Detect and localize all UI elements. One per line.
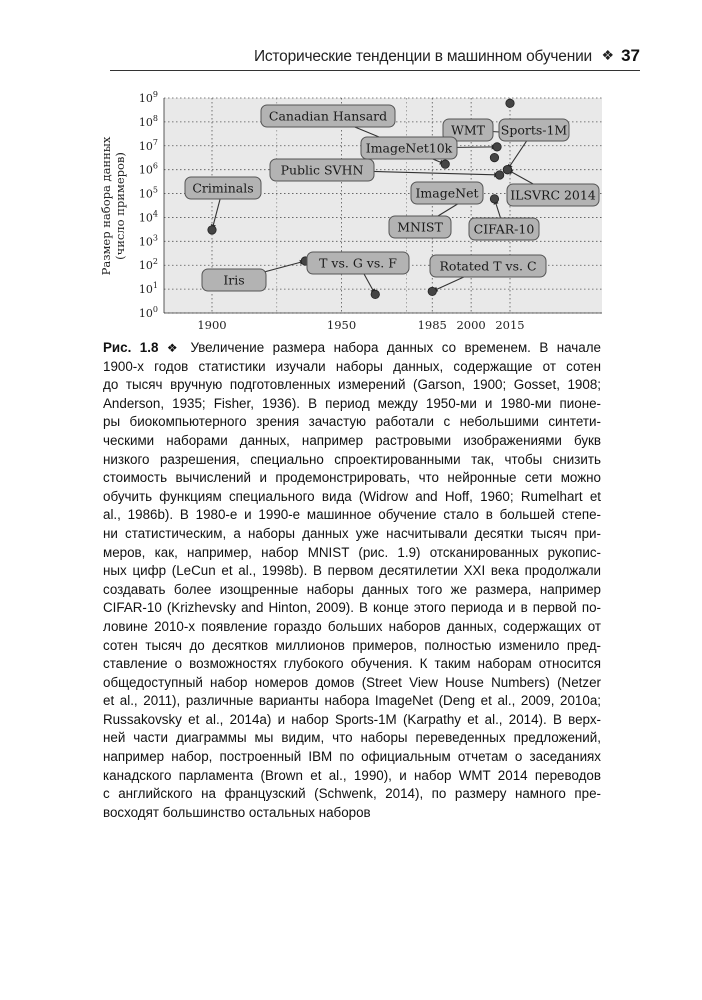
running-head	[110, 46, 640, 71]
caption-text: Увеличение размера набора данных со временем. В начале	[190, 340, 601, 355]
data-point	[503, 165, 511, 173]
page-number: 37	[621, 46, 640, 65]
caption-line: ловине 2010-х появление гораздо больших наборов данных, содержащих от	[103, 618, 601, 634]
data-point	[495, 171, 503, 179]
y-tick-exponent: 2	[152, 257, 158, 267]
caption-line: al., 1986b). В 1980-е и 1990-е машинное обучение стало в большей степе-	[103, 507, 601, 523]
caption-label: Рис. 1.8	[103, 340, 167, 355]
caption-line: ни статистическим, а наборы данных уже насчитывали десятки тысяч при-	[103, 525, 601, 541]
y-tick-label: $10^6$	[138, 161, 158, 177]
chart-svg	[92, 86, 612, 334]
annotation-label: ILSVRC 2014	[510, 187, 596, 203]
y-tick-exponent: 8	[152, 113, 158, 123]
caption-line: et al., 2011), различные варианты набора ImageNet (Deng et al., 2009, 2010a;	[103, 693, 601, 709]
annotation-label: ImageNet10k	[365, 140, 453, 156]
annotation-label: ImageNet	[415, 185, 479, 201]
y-axis-label-line2: (число примеров)	[113, 152, 127, 260]
annotation-label: CIFAR-10	[473, 221, 535, 237]
data-point	[490, 153, 498, 161]
x-tick-label: 2015	[495, 318, 525, 332]
caption-line: восходят большинство остальных наборов	[103, 804, 371, 820]
y-tick-exponent: 7	[152, 137, 158, 147]
annotation-label: Criminals	[192, 180, 254, 196]
y-tick-label: $10^7$	[138, 137, 158, 153]
y-tick-exponent: 9	[152, 90, 158, 99]
data-point	[441, 160, 449, 168]
caption-line: CIFAR-10 (Krizhevsky and Hinton, 2009). В конце этого периода и в первой по-	[103, 600, 601, 616]
figure-caption	[103, 339, 601, 822]
caption-line: канадского парламента (Brown et al., 1990), и набор WMT 2014 переводов	[103, 767, 601, 783]
y-axis-label-line1: Размер набора данных	[99, 136, 113, 276]
annotation-label: Sports-1M	[500, 122, 568, 138]
y-tick-exponent: 3	[152, 233, 158, 243]
caption-line: Anderson, 1935; Fisher, 1936). В период между 1950-ми и 1980-ми пионе-	[103, 395, 601, 411]
y-tick-label: $10^1$	[138, 281, 158, 297]
annotation-label: Public SVHN	[280, 162, 364, 178]
caption-line: ставление о возможностях глубокого обучения. К таким наборам относится	[103, 656, 601, 672]
y-tick-label: $10^9$	[138, 90, 158, 105]
data-point	[371, 290, 379, 298]
caption-line: ры биокомпьютерного зрения зачастую работали с небольшими синтети-	[103, 414, 601, 430]
caption-line: общедоступный набор номеров домов (Street View House Numbers) (Netzer	[103, 674, 601, 690]
diamond-ornament-icon: ❖	[601, 47, 614, 63]
caption-line	[103, 339, 601, 358]
data-point	[428, 287, 436, 295]
x-tick-label: 1985	[417, 318, 447, 332]
data-point	[490, 195, 498, 203]
y-tick-exponent: 1	[152, 281, 158, 291]
caption-line: ных цифр (LeCun et al., 1998b). В первом десятилетии XXI века продолжали	[103, 563, 601, 579]
caption-line: стоимость вычислений и продемонстрировать, что нейронные сети можно	[103, 470, 601, 486]
y-tick-label: $10^5$	[138, 185, 158, 201]
caption-line: до тысяч вручную подготовленных измерений (Garson, 1900; Gosset, 1908;	[103, 377, 601, 393]
running-title: Исторические тенденции в машинном обучении	[253, 48, 592, 65]
data-point	[208, 226, 216, 234]
annotation-label: Iris	[223, 272, 245, 288]
caption-diamond-icon: ❖	[166, 341, 191, 355]
annotation-label: Canadian Hansard	[268, 108, 388, 124]
x-tick-label: 1950	[326, 318, 357, 332]
caption-line: создавать более изощренные наборы данных того же размера, например	[103, 581, 601, 597]
y-tick-label: $10^8$	[138, 113, 158, 129]
caption-line: 1900-х годов статистики изучали наборы данных, содержащие от сотен	[103, 358, 601, 374]
y-tick-label: $10^2$	[138, 257, 158, 273]
caption-line: ческими наборами данных, например растровыми изображениями букв	[103, 432, 601, 448]
caption-line: меров, как, например, набор MNIST (рис. 1.9) отсканированных рукопис-	[103, 544, 601, 560]
y-tick-exponent: 6	[152, 161, 158, 171]
caption-line: низкого разрешения, специально спроектированными так, чтобы снизить	[103, 451, 601, 467]
x-tick-label: 2000	[456, 318, 486, 332]
caption-line: с английского на французский (Schwenk, 2014), по размеру намного пре-	[103, 786, 601, 802]
data-point	[493, 143, 501, 151]
annotation-label: WMT	[451, 122, 485, 138]
caption-line: ней части диаграммы мы видим, что наборы переведенных предложений,	[103, 730, 601, 746]
caption-line: Russakovsky et al., 2014a) и набор Sports-1M (Karpathy et al., 2014). В верх-	[103, 711, 601, 727]
annotation-label: T vs. G vs. F	[319, 255, 397, 271]
caption-line: например набор, построенный IBM по официальным отчетам о заседаниях	[103, 749, 601, 765]
y-tick-exponent: 4	[152, 209, 158, 219]
data-point	[506, 99, 514, 107]
caption-line: обучить функциям специального вида (Widrow and Hoff, 1960; Rumelhart et	[103, 488, 601, 504]
y-tick-label: $10^3$	[138, 233, 158, 249]
y-tick-exponent: 0	[152, 305, 158, 314]
caption-line: сотен тысяч до десятков миллионов примеров, полностью изменило пред-	[103, 637, 601, 653]
annotation-label: MNIST	[397, 219, 443, 235]
y-tick-label: $10^0$	[138, 305, 158, 320]
dataset-size-chart	[92, 86, 612, 334]
annotation-label: Rotated T vs. C	[439, 258, 537, 274]
y-tick-label: $10^4$	[138, 209, 158, 225]
y-tick-exponent: 5	[152, 185, 158, 195]
x-tick-label: 1900	[197, 318, 227, 332]
